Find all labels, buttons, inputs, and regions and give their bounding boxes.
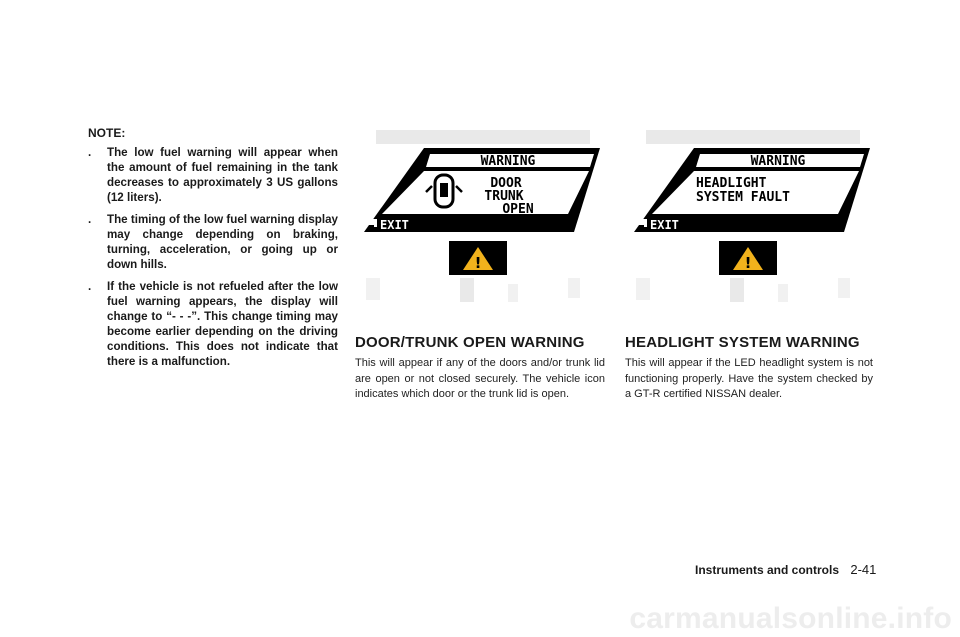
- footer-section-name: Instruments and controls: [695, 563, 840, 577]
- display-header: WARNING: [480, 154, 536, 169]
- display-exit-label: EXIT: [650, 218, 679, 232]
- note-title: NOTE:: [88, 126, 126, 140]
- note-list: [88, 145, 338, 369]
- display-line-door: DOOR: [490, 176, 522, 191]
- warning-symbol: !: [744, 254, 752, 272]
- list-item: [88, 145, 338, 205]
- lcd-display-panel: [634, 148, 870, 232]
- page-footer: [695, 562, 876, 577]
- warning-indicator-icon: [719, 241, 777, 275]
- note-text: The timing of the low fuel warning display may change depending on braking, turning, acceleration, or going up or down hills.: [107, 213, 338, 271]
- display-line-open: OPEN: [502, 202, 534, 217]
- bullet: .: [88, 213, 92, 226]
- warning-indicator-icon: [449, 241, 507, 275]
- display-line-headlight: HEADLIGHT: [696, 176, 767, 191]
- site-watermark: carmanualsonline.info: [629, 602, 952, 635]
- display-exit-label: EXIT: [380, 218, 409, 232]
- display-line-trunk: TRUNK: [484, 189, 524, 204]
- display-line-system-fault: SYSTEM FAULT: [696, 190, 790, 205]
- headlight-section-title: HEADLIGHT SYSTEM WARNING: [625, 334, 860, 351]
- bullet: .: [88, 280, 92, 293]
- headlight-display-illustration: [628, 128, 878, 328]
- note-text: The low fuel warning will appear when the amount of fuel remaining in the tank decreases to approximately 3 US gallons (12 liters).: [107, 146, 338, 204]
- bullet: .: [88, 146, 92, 159]
- list-item: [88, 279, 338, 369]
- door-warning-figure: [358, 128, 608, 328]
- headlight-warning-figure: [628, 128, 878, 328]
- note-column: [88, 126, 338, 376]
- door-display-illustration: [358, 128, 608, 328]
- door-trunk-section-title: DOOR/TRUNK OPEN WARNING: [355, 334, 585, 351]
- door-trunk-section-body: This will appear if any of the doors and/or trunk lid are open or not closed securely. The vehicle icon indicates which door or the trunk lid is open.: [355, 357, 605, 400]
- headlight-section-body: This will appear if the LED headlight system is not functioning properly. Have the system checked by a GT-R certified NISSAN dealer.: [625, 357, 873, 400]
- display-header: WARNING: [750, 154, 806, 169]
- warning-symbol: !: [474, 254, 482, 272]
- note-text: If the vehicle is not refueled after the low fuel warning appears, the display will change to “- - -”. This change timing may become earlier depending on the driving conditions. This does not indicate that there is a malfunction.: [107, 280, 338, 368]
- list-item: [88, 212, 338, 272]
- lcd-display-panel: [364, 148, 600, 232]
- page-number: 2-41: [850, 562, 877, 577]
